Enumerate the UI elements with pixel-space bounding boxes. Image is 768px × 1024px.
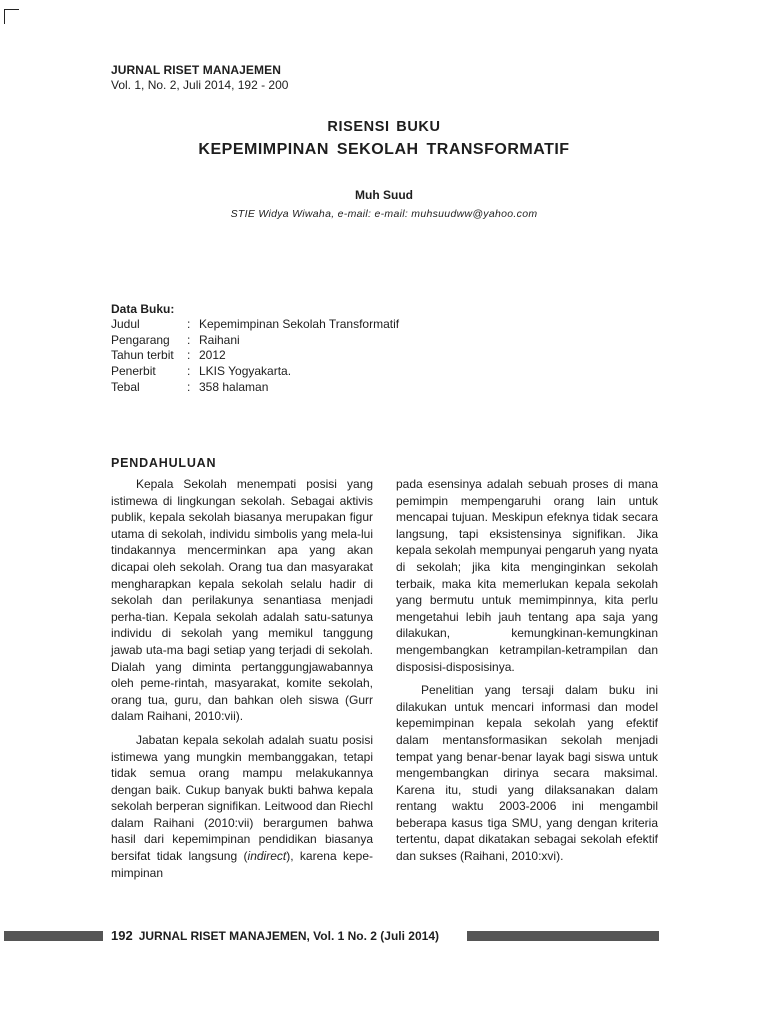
- paragraph-text: Jabatan kepala sekolah adalah suatu posisi istimewa yang mungkin membanggakan, tetapi tidak semua orang mampu melakukannya dengan baik. Cukup banyak bukti bahwa kepala sekolah berperan signifikan. Leitwood dan Riechl dalam Raihani (2010:vii) berargumen bahwa hasil dari kepemimpinan pendidikan biasanya bersifat tidak langsung (: [111, 732, 373, 864]
- book-label: Tebal: [111, 379, 140, 394]
- title-line-1: RISENSI BUKU: [327, 119, 441, 135]
- book-value: Raihani: [199, 332, 240, 347]
- italic-term: indirect: [247, 849, 287, 864]
- book-row-pengarang: [111, 333, 399, 349]
- book-separator: :: [187, 364, 191, 379]
- book-value: 2012: [199, 348, 226, 363]
- book-label: Judul: [111, 317, 140, 331]
- book-row-tebal: [111, 380, 399, 396]
- footer-bar: [4, 931, 103, 941]
- page-footer: [0, 928, 768, 944]
- section-heading: PENDAHULUAN: [111, 456, 217, 470]
- footer-bar: [467, 931, 659, 941]
- crop-mark: [4, 9, 19, 24]
- footer-journal: JURNAL RISET MANAJEMEN, Vol. 1 No. 2 (Juli 2014): [138, 929, 439, 943]
- book-label: Tahun terbit: [111, 348, 174, 363]
- book-separator: :: [187, 332, 191, 347]
- journal-volume: Vol. 1, No. 2, Juli 2014, 192 - 200: [111, 78, 289, 92]
- book-value: LKIS Yogyakarta.: [199, 364, 292, 379]
- footer-text: [111, 928, 439, 944]
- book-separator: :: [187, 317, 191, 331]
- book-row-penerbit: [111, 364, 399, 380]
- book-label: Pengarang: [111, 332, 170, 347]
- paragraph: Kepala Sekolah menempati posisi yang istimewa di lingkungan sekolah. Sebagai aktivis publik, kepala sekolah biasanya merupakan figur utama di sekolah, individu simbolis yang mela-lui tindakannya mencerminkan apa yang akan dicapai oleh sekolah. Orang tua dan masyarakat mengharapkan kepala sekolah selalu hadir di sekolah dan perilakunya senantiasa menjadi perha-tian. Kepala sekolah adalah satu-satunya individu di sekolah yang memikul tanggung jawab uta-ma bagi setiap yang terjadi di sekolah. Dialah yang diminta pertanggungjawabannya oleh peme-rintah, masyarakat, komite sekolah, orang tua, guru, dan bahkan oleh siswa (Gurr dalam Raihani, 2010:vii).: [111, 477, 373, 724]
- book-label: Penerbit: [111, 364, 156, 379]
- book-separator: :: [187, 379, 191, 394]
- author-name: Muh Suud: [355, 188, 413, 202]
- article-title: [0, 118, 768, 161]
- journal-header: [111, 63, 288, 93]
- book-row-tahun: [111, 348, 399, 364]
- book-data-heading: Data Buku:: [111, 302, 175, 316]
- journal-name: JURNAL RISET MANAJEMEN: [111, 63, 281, 77]
- title-line-2: KEPEMIMPINAN SEKOLAH TRANSFORMATIF: [198, 141, 570, 158]
- paragraph-text: ), karena kepe-mimpinan: [111, 849, 374, 880]
- book-row-judul: [111, 317, 399, 333]
- right-column: [396, 476, 658, 872]
- left-column: [111, 455, 373, 888]
- author-affiliation: STIE Widya Wiwaha, e-mail: e-mail: muhsuudww@yahoo.com: [230, 208, 538, 220]
- paragraph: [111, 732, 373, 881]
- paragraph: pada esensinya adalah sebuah proses di mana pemimpin mempengaruhi orang lain untuk mencapai tujuan. Meskipun efeknya tidak secara langsung, tapi eksistensinya signifikan. Jika kepala sekolah mempunyai pengaruh yang nyata di sekolah; jika kita menginginkan sekolah terbaik, maka kita memerlukan kepala sekolah yang bermutu untuk memimpinnya, kita perlu mengetahui lebih jauh tentang apa saja yang dilakukan, kemungkinan-kemungkinan mengembangkan ketrampilan-ketrampilan dan disposisi-disposisinya.: [396, 477, 658, 674]
- paragraph: Penelitian yang tersaji dalam buku ini dilakukan untuk mencari informasi dan model kepemimpinan kepala sekolah yang efektif dalam mentansformasikan sekolah menjadi tempat yang benar-benar layak bagi siswa untuk mengembangkan dirinya secara maksimal. Karena itu, studi yang dilaksanakan dalam rentang waktu 2003-2006 ini mengambil beberapa kasus tiga SMU, yang dengan kriteria tertentu, dapat dikatakan sebagai sekolah efektif dan sukses (Raihani, 2010:xvi).: [396, 683, 658, 864]
- page-number: 192: [111, 928, 133, 943]
- book-separator: :: [187, 348, 191, 363]
- author-block: [0, 188, 768, 221]
- book-value: Kepemimpinan Sekolah Transformatif: [199, 317, 400, 331]
- book-data: [111, 301, 399, 396]
- book-value: 358 halaman: [199, 379, 269, 394]
